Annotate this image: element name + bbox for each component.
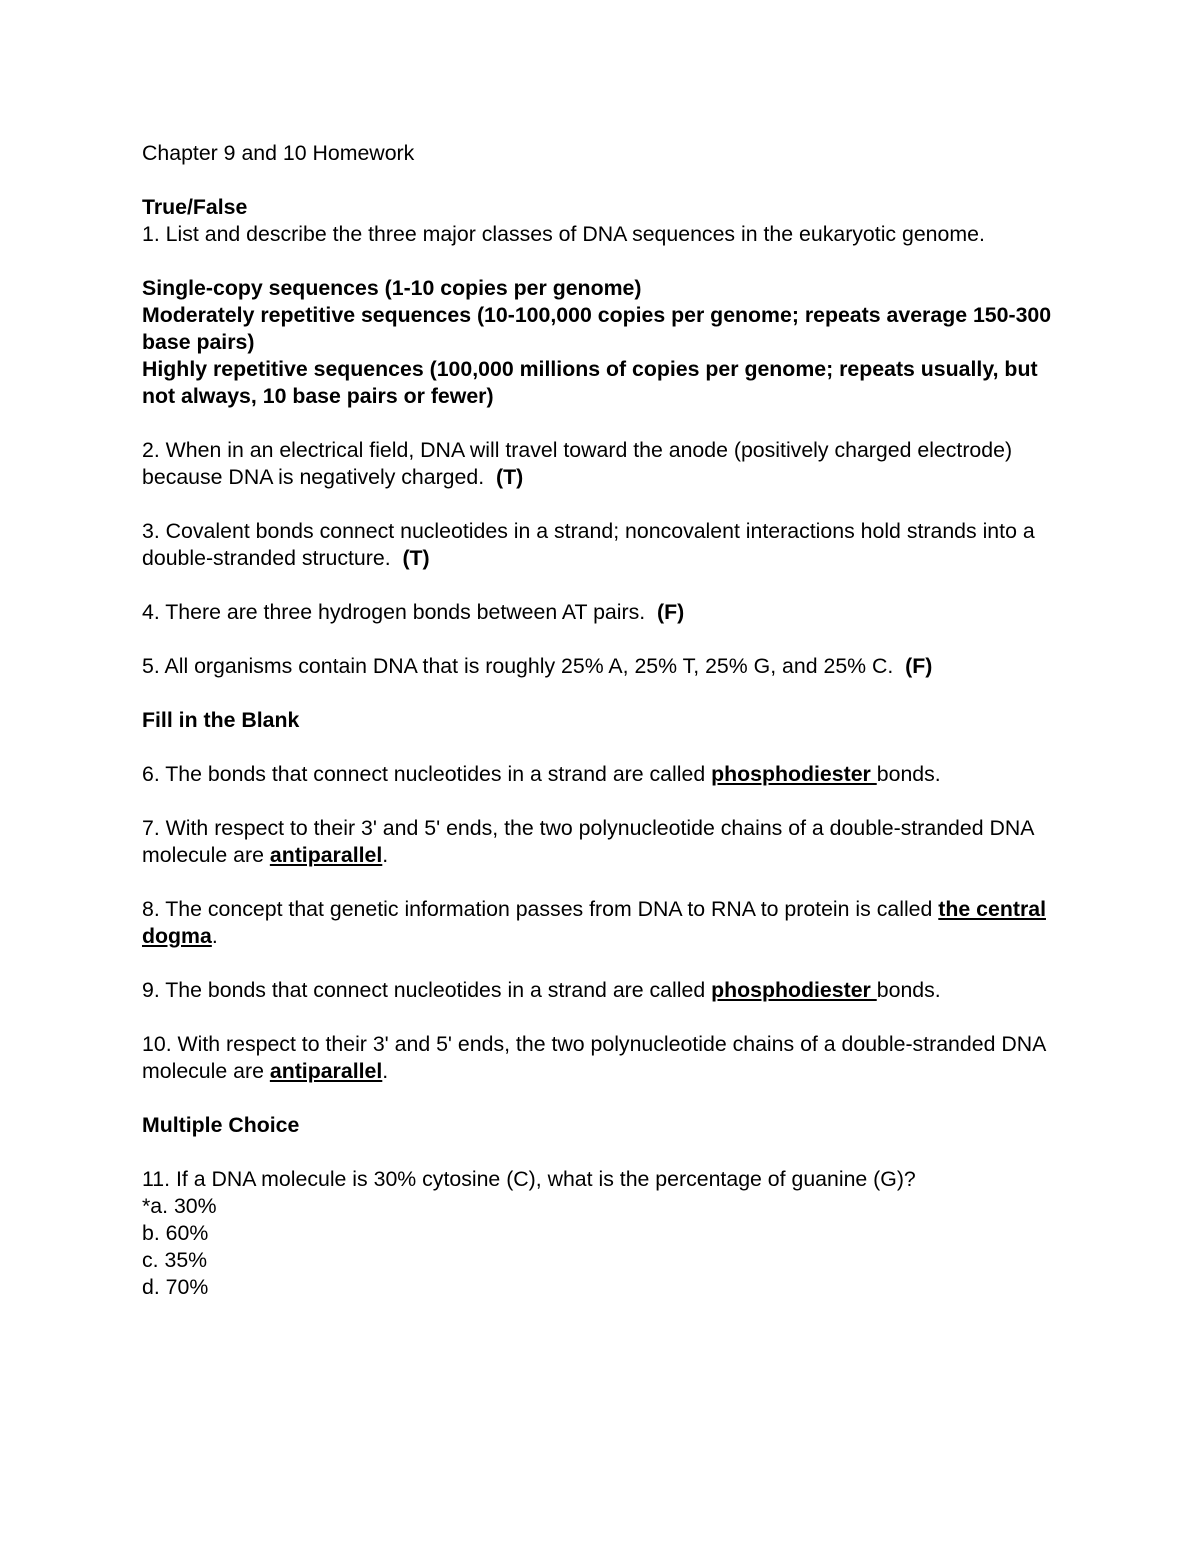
question-11-option-d: d. 70% <box>142 1275 209 1299</box>
question-6-answer: phosphodiester <box>711 762 877 786</box>
question-9-text: 9. The bonds that connect nucleotides in a strand are called <box>142 978 712 1002</box>
question-2-text: 2. When in an electrical field, DNA will travel toward the anode (positively charged electrode) because DNA is negatively charged. <box>142 438 1013 489</box>
document-title: Chapter 9 and 10 Homework <box>142 141 415 165</box>
question-11-option-c: c. 35% <box>142 1248 208 1272</box>
section-heading-fill-in-the-blank: Fill in the Blank <box>142 708 300 732</box>
question-2-answer: (T) <box>495 465 524 489</box>
question-4-text: 4. There are three hydrogen bonds between AT pairs. <box>142 600 646 624</box>
question-10-text: 10. With respect to their 3' and 5' ends, the two polynucleotide chains of a double-stranded DNA molecule are <box>142 1032 1046 1083</box>
section-heading-multiple-choice: Multiple Choice <box>142 1113 300 1137</box>
answer-1-moderately-repetitive: Moderately repetitive sequences (10-100,000 copies per genome; repeats average 150-300 base pairs) <box>142 303 1052 354</box>
question-5-answer: (F) <box>905 654 933 678</box>
question-10 <box>142 1031 1072 1085</box>
question-1: 1. List and describe the three major classes of DNA sequences in the eukaryotic genome. <box>142 222 985 246</box>
question-8-suffix: . <box>211 924 218 948</box>
question-4 <box>142 599 1072 626</box>
document-page <box>142 140 1072 1328</box>
question-8-answer: the central dogma <box>142 897 1046 948</box>
question-8 <box>142 896 1072 950</box>
question-7 <box>142 815 1072 869</box>
question-7-answer: antiparallel <box>269 843 383 867</box>
section-heading-true-false: True/False <box>142 195 248 219</box>
answer-1 <box>142 275 1072 410</box>
question-4-answer: (F) <box>657 600 685 624</box>
question-11-option-a: *a. 30% <box>142 1194 217 1218</box>
question-11 <box>142 1166 1072 1301</box>
question-3-text: 3. Covalent bonds connect nucleotides in a strand; noncovalent interactions hold strands into a double-stranded structure. <box>142 519 1035 570</box>
question-9-answer: phosphodiester <box>711 978 877 1002</box>
question-5-text: 5. All organisms contain DNA that is roughly 25% A, 25% T, 25% G, and 25% C. <box>142 654 894 678</box>
question-3 <box>142 518 1072 572</box>
question-11-option-b: b. 60% <box>142 1221 209 1245</box>
question-7-text: 7. With respect to their 3' and 5' ends, the two polynucleotide chains of a double-stranded DNA molecule are <box>142 816 1034 867</box>
question-11-text: 11. If a DNA molecule is 30% cytosine (C), what is the percentage of guanine (G)? <box>142 1167 916 1191</box>
answer-1-single-copy: Single-copy sequences (1-10 copies per genome) <box>142 276 642 300</box>
question-9 <box>142 977 1072 1004</box>
question-6-text: 6. The bonds that connect nucleotides in a strand are called <box>142 762 712 786</box>
answer-1-highly-repetitive: Highly repetitive sequences (100,000 millions of copies per genome; repeats usually, but not always, 10 base pairs or fewer) <box>142 357 1038 408</box>
question-5 <box>142 653 1072 680</box>
question-10-suffix: . <box>382 1059 389 1083</box>
question-6-suffix: bonds. <box>876 762 941 786</box>
question-10-answer: antiparallel <box>269 1059 383 1083</box>
question-3-answer: (T) <box>402 546 430 570</box>
question-6 <box>142 761 1072 788</box>
question-9-suffix: bonds. <box>876 978 941 1002</box>
question-2 <box>142 437 1072 491</box>
question-8-text: 8. The concept that genetic information passes from DNA to RNA to protein is called <box>142 897 939 921</box>
question-7-suffix: . <box>382 843 389 867</box>
